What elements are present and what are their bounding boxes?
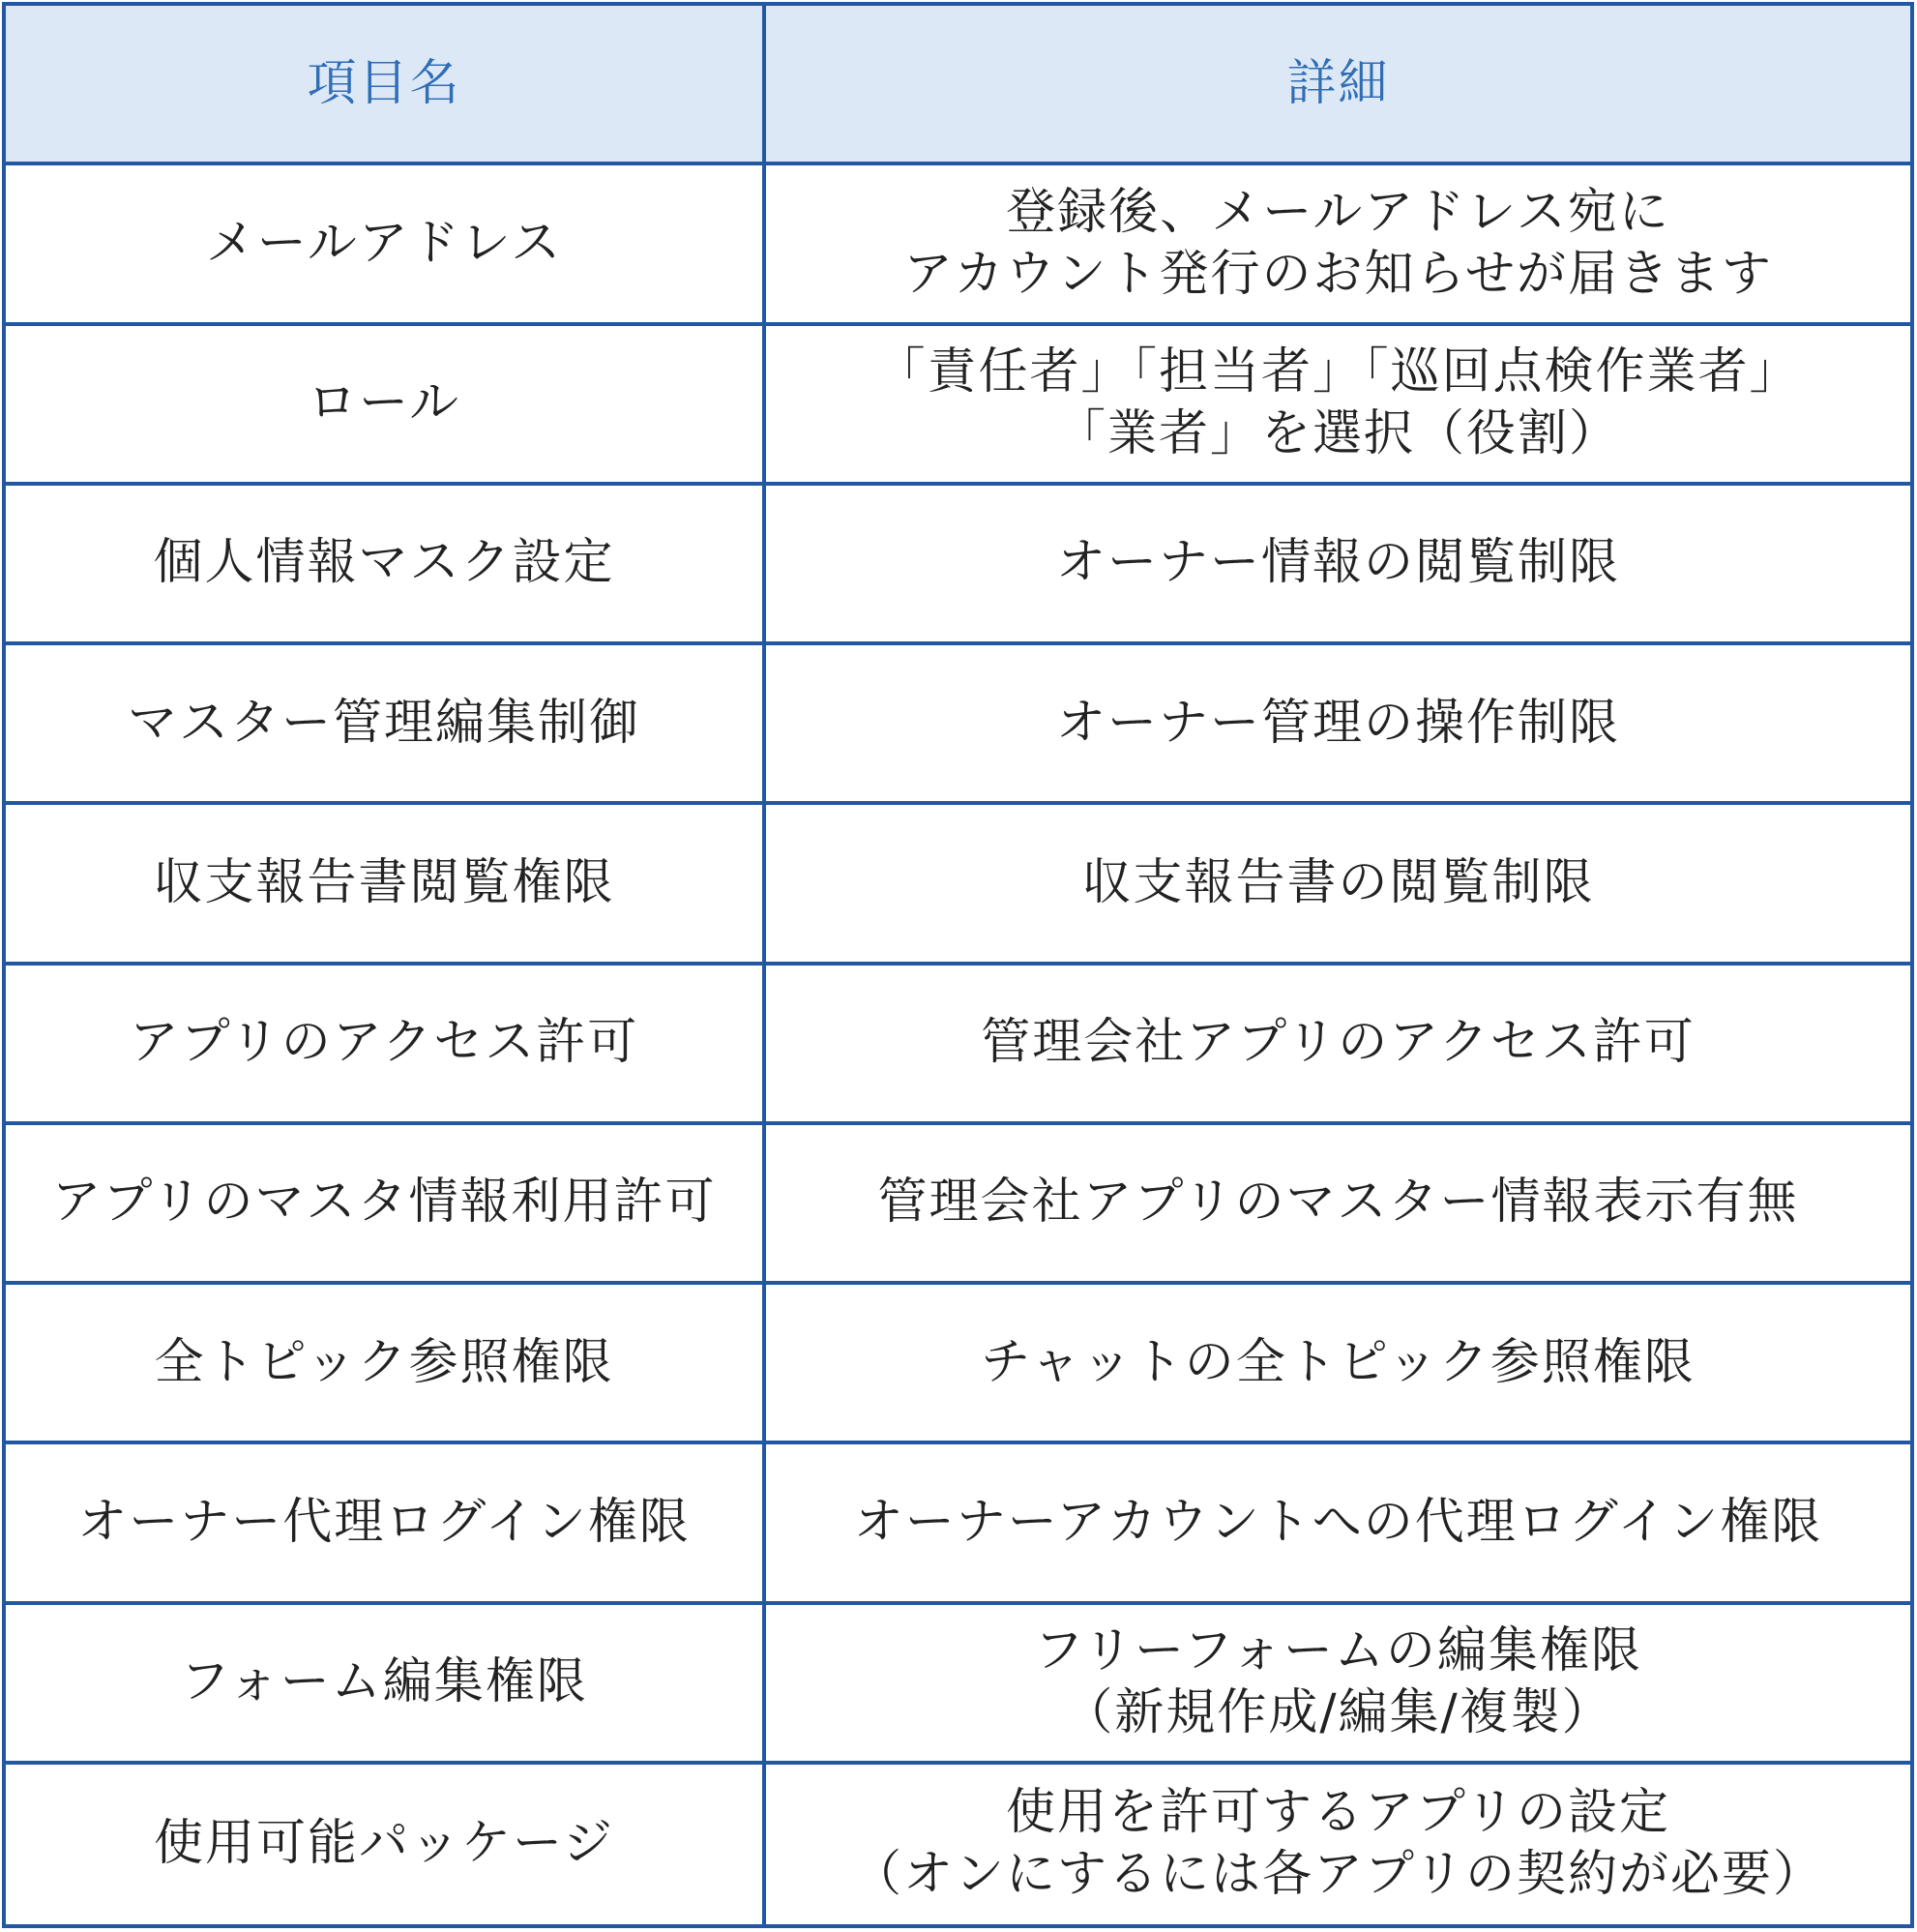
header-detail: 詳細 — [766, 6, 1910, 165]
row-detail: 管理会社アプリのマスター情報表示有無 — [766, 1125, 1910, 1285]
row-name: メールアドレス — [6, 165, 766, 325]
row-detail: チャットの全トピック参照権限 — [766, 1285, 1910, 1444]
row-name: 使用可能パッケージ — [6, 1765, 766, 1924]
row-detail-line: フリーフォームの編集権限 — [1034, 1621, 1642, 1679]
row-detail-line: 「業者」を選択（役割） — [1055, 405, 1620, 463]
row-name: アプリのマスタ情報利用許可 — [6, 1125, 766, 1285]
row-detail: オーナー管理の操作制限 — [766, 645, 1910, 805]
row-detail-line: 登録後、メールアドレス宛に — [1006, 183, 1670, 241]
row-name: 収支報告書閲覧権限 — [6, 805, 766, 965]
row-name: アプリのアクセス許可 — [6, 966, 766, 1125]
row-name: マスター管理編集制御 — [6, 645, 766, 805]
row-detail — [766, 326, 1910, 486]
row-detail-line: アカウント発行のお知らせが届きます — [903, 245, 1773, 303]
settings-table — [2, 2, 1914, 1928]
row-detail-line: （新規作成/編集/複製） — [1063, 1684, 1613, 1742]
row-detail-line: 使用を許可するアプリの設定 — [1006, 1784, 1670, 1842]
header-item-name: 項目名 — [6, 6, 766, 165]
row-name: オーナー代理ログイン権限 — [6, 1444, 766, 1604]
row-detail-line: 「責任者」「担当者」「巡回点検作業者」 — [875, 342, 1801, 401]
row-detail-line: （オンにするには各アプリの契約が必要） — [852, 1846, 1824, 1904]
row-name: ロール — [6, 326, 766, 486]
row-detail — [766, 165, 1910, 325]
row-detail: オーナー情報の閲覧制限 — [766, 486, 1910, 645]
row-detail — [766, 1765, 1910, 1924]
row-name: 全トピック参照権限 — [6, 1285, 766, 1444]
row-detail: オーナーアカウントへの代理ログイン権限 — [766, 1444, 1910, 1604]
row-detail: 収支報告書の閲覧制限 — [766, 805, 1910, 965]
row-detail: 管理会社アプリのアクセス許可 — [766, 966, 1910, 1125]
row-name: 個人情報マスク設定 — [6, 486, 766, 645]
row-detail — [766, 1605, 1910, 1765]
row-name: フォーム編集権限 — [6, 1605, 766, 1765]
